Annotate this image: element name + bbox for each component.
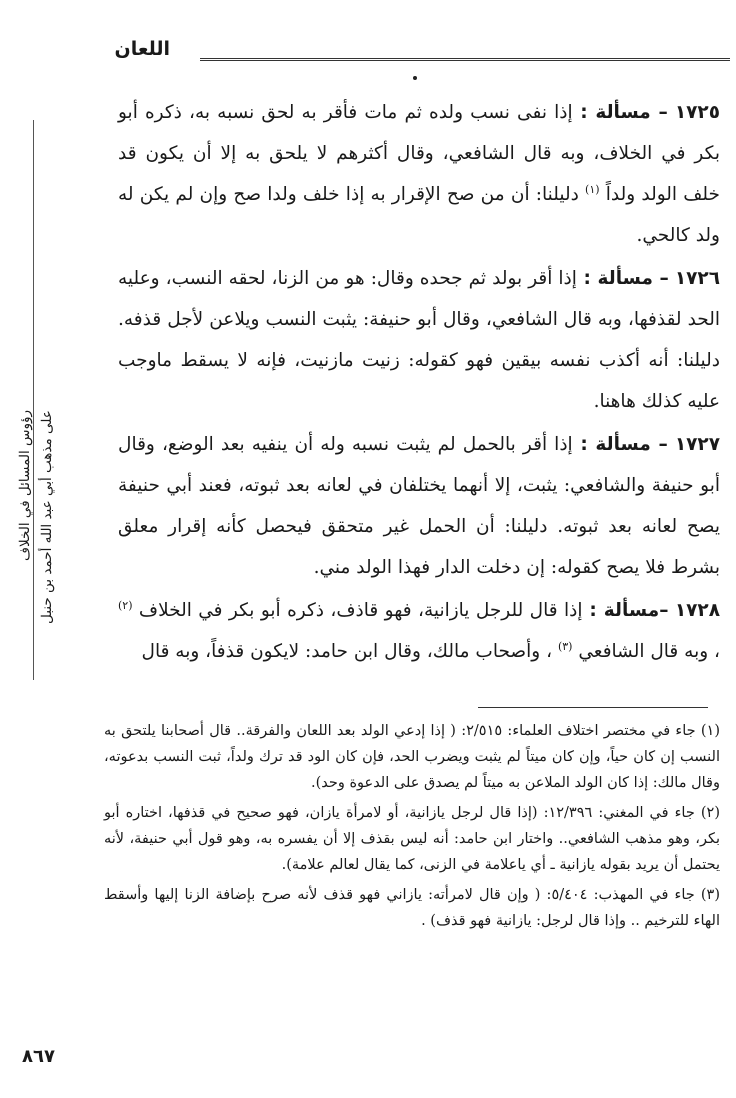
problem-1727: ١٧٢٧ – مسألة : إذا أقر بالحمل لم يثبت نسبه وله أن ينفيه بعد الوضع، وقال أبو حنيفة والشافعي: يثبت، إلا أنهما يختلفان في لعانه بعد ثبوته، فعند أبي حنيفة يصح لعانه بعد ثبوته. دليلنا: أن الحمل غير متحقق فيحصل كأنه إقرار معلق بشرط فلا يصح كقوله: إن دخلت الدار فهذا الولد مني. bbox=[118, 434, 720, 578]
problem-head: مسألة bbox=[595, 434, 651, 455]
footnotes bbox=[104, 718, 720, 938]
problem-text: إذا أقر بولد ثم جحده وقال: هو من الزنا، لحقه النسب، وعليه الحد لقذفها، وبه قال الشافعي، وقال أبو حنيفة: يثبت النسب ويلاعن لأجل قذفه. دليلنا: أنه أكذب نفسه بيقين فهو كقوله: زنيت مازنيت، فإنه لا يسقط ماوجب عليه كذلك هاهنا. bbox=[118, 268, 720, 412]
footnote-number: (٢) bbox=[700, 805, 721, 821]
footnote-text: جاء في المهذب: ٥/٤٠٤: ( وإن قال لامرأته: يازاني فهو قذف لأنه صرح بإضافة الزنا إليها وأسقط الهاء للترخيم .. وإذا قال لرجل: يازانية فهو قذف) . bbox=[104, 887, 720, 929]
footnote-1 bbox=[104, 718, 720, 796]
problem-head: مسألة bbox=[595, 102, 651, 123]
footnote-rule bbox=[478, 707, 708, 708]
footnote-3 bbox=[104, 882, 720, 934]
problem-1728: ١٧٢٨ –مسألة : إذا قال للرجل يازانية، فهو قاذف، ذكره أبو بكر في الخلاف $^{(٢)}$ ، وبه قال الشافعي $^{(٣)}$ ، وأصحاب مالك، وقال ابن حامد: لايكون قذفاً، وبه قال bbox=[118, 598, 720, 662]
problem-number: ١٧٢٥ bbox=[674, 102, 720, 123]
header-rule bbox=[200, 58, 730, 61]
side-book-title bbox=[14, 410, 64, 670]
problem-1725: ١٧٢٥ – مسألة : إذا نفى نسب ولده ثم مات فأقر به لحق نسبه به، ذكره أبو بكر في الخلاف، وبه قال الشافعي، وقال أكثرهم لا يلحق به إلا أن يكون قد خلف الولد ولداً $^{(١)}$ دليلنا: أن من صح الإقرار به إذا خلف ولدا صح وإن لم يكن له ولد كالحي. bbox=[118, 102, 720, 246]
footnote-2 bbox=[104, 800, 720, 878]
problem-text: إذا قال للرجل يازانية، فهو قاذف، ذكره أبو بكر في الخلاف bbox=[138, 600, 583, 621]
footnote-text: جاء في المغني: ١٢/٣٩٦: (إذا قال لرجل يازانية، أو لامرأة يازان، فهو صحيح في قذفها، اختاره أبو بكر، وهو مذهب الشافعي.. واختار ابن حامد: أنه ليس بقذف إلا أن يفسره به، وهو قول أبي حنيفة، لأنه يحتمل أن يريد بقوله يازانية ـ أي ياعلامة في الزنى، كما يقال لعالم علامة). bbox=[104, 805, 720, 873]
chapter-title: اللعان bbox=[114, 38, 170, 60]
problem-text-after: دليلنا: أن من صح الإقرار به إذا خلف ولدا صح وإن لم يكن له ولد كالحي. bbox=[118, 184, 720, 246]
problem-text-after: ، وبه قال الشافعي bbox=[578, 641, 720, 662]
problem-text-after2: ، وأصحاب مالك، وقال ابن حامد: لايكون قذفاً، وبه قال bbox=[141, 641, 553, 662]
page-number: ٨٦٧ bbox=[22, 1046, 55, 1067]
side-title-line1: رؤوس المسائل في الخلاف bbox=[17, 410, 33, 562]
footnote-number: (٣) bbox=[700, 887, 720, 903]
side-title-line2: على مذهب أبي عبد الله أحمد بن حنبل bbox=[39, 410, 55, 624]
decorative-dot bbox=[413, 76, 417, 80]
problem-number: ١٧٢٨ bbox=[674, 600, 720, 621]
problem-head: مسألة bbox=[597, 268, 653, 289]
footnote-ref: (١) bbox=[585, 182, 600, 196]
problem-head: مسألة bbox=[603, 600, 660, 621]
problem-text: إذا نفى نسب ولده ثم مات فأقر به لحق نسبه به، ذكره أبو بكر في الخلاف، وبه قال الشافعي، وقال أكثرهم لا يلحق به إلا أن يكون قد خلف الولد ولداً bbox=[118, 102, 720, 205]
footnote-ref: (٣) bbox=[557, 639, 573, 653]
problem-1726: ١٧٢٦ – مسألة : إذا أقر بولد ثم جحده وقال: هو من الزنا، لحقه النسب، وعليه الحد لقذفها، وبه قال الشافعي، وقال أبو حنيفة: يثبت النسب ويلاعن لأجل قذفه. دليلنا: أنه أكذب نفسه بيقين فهو كقوله: زنيت مازنيت، فإنه لا يسقط ماوجب عليه كذلك هاهنا. bbox=[118, 268, 721, 412]
problem-number: ١٧٢٦ bbox=[674, 268, 721, 289]
footnote-ref: (٢) bbox=[118, 598, 133, 612]
main-text bbox=[118, 92, 720, 674]
problem-number: ١٧٢٧ bbox=[674, 434, 720, 455]
footnote-number: (١) bbox=[700, 723, 720, 739]
problem-text: إذا أقر بالحمل لم يثبت نسبه وله أن ينفيه بعد الوضع، وقال أبو حنيفة والشافعي: يثبت، إلا أنهما يختلفان في لعانه بعد ثبوته، فعند أبي حنيفة يصح لعانه بعد ثبوته. دليلنا: أن الحمل غير متحقق فيحصل كأنه إقرار معلق بشرط فلا يصح كقوله: إن دخلت الدار فهذا الولد مني. bbox=[118, 434, 720, 578]
footnote-text: جاء في مختصر اختلاف العلماء: ٢/٥١٥: ( إذا إدعي الولد بعد اللعان والفرقة.. قال أصحابنا يلتحق به النسب إن كان حياً، وإن كان ميتاً لم يثبت ويضرب الحد، فإن كان الود قد ترك ولداً، ثبت النسب بدعوته، وقال مالك: إذا كان الولد الملاعن به ميتاً لم يصدق على الدعوة وحد). bbox=[104, 723, 720, 791]
